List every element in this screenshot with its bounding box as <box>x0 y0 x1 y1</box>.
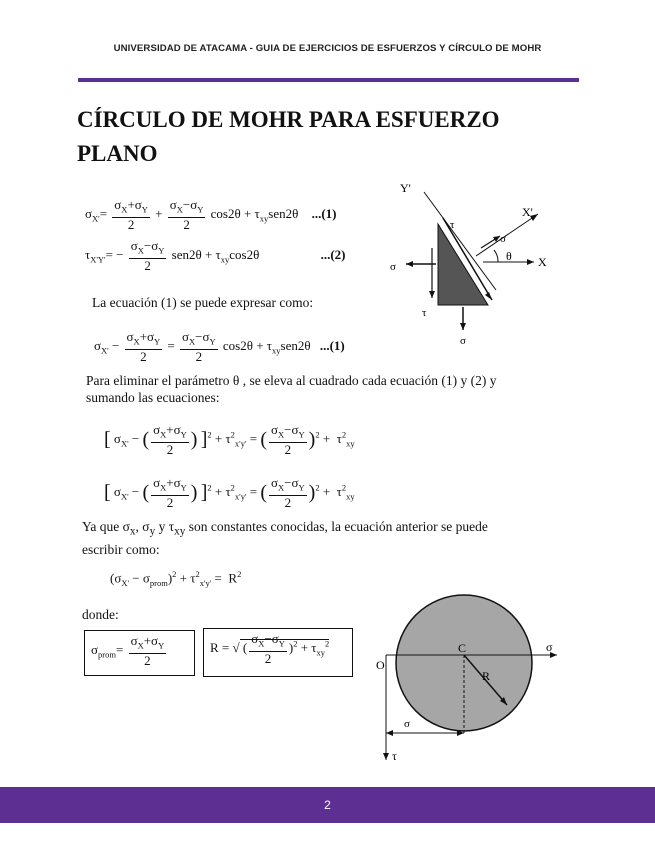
label-center: C <box>458 641 467 655</box>
equation-circle: $(\sigma_{X'} - \sigma_{prom})^2 + \tau^2_{x'y'} = R^2$ <box>110 569 242 588</box>
equation-squared-1: [ $\sigma_{X'}$ − ( $\frac{\sigma_X+\sigma_Y}{2}$ ) ]$^2 + \tau^2_{x'y'}$ = ( $\frac{\sigma_X-\sigma_Y}{2}$ )$^2 + \tau^2_{xy}$ <box>104 422 355 457</box>
equation-1-rewritten: $\sigma_{X'}$ − $\frac{\sigma_X+\sigma_Y}{2}$ = $\frac{\sigma_X-\sigma_Y}{2}$ $\cos 2\theta + \tau_{xy}sen2\theta$ ...(1) <box>94 329 345 364</box>
label-tau-xpyp: τ <box>450 219 455 231</box>
label-x: X <box>538 255 547 269</box>
label-radius: R <box>482 669 491 683</box>
page-number: 2 <box>324 798 331 812</box>
label-x-prime: X' <box>522 205 533 219</box>
box-radius: R = √ ( $\frac{\sigma_X-\sigma_Y}{2}$ )$^2 + \tau_{xy}^2$ <box>203 628 353 677</box>
label-sigma-x-prime: σ <box>500 233 506 245</box>
label-sigma-x: σ <box>390 261 396 273</box>
equation-1b-label: ...(1) <box>319 337 345 353</box>
equation-1-label: ...(1) <box>311 205 337 221</box>
paragraph-eliminar: Para eliminar el parámetro θ , se eleva al cuadrado cada ecuación (1) y (2) y sumando las ecuaciones: <box>86 373 497 405</box>
label-origin: O <box>376 658 385 672</box>
label-theta: θ <box>506 249 512 263</box>
header-rule <box>78 78 579 82</box>
stress-element-triangle <box>438 224 488 305</box>
label-sigma-prom: σ <box>404 718 410 730</box>
label-tau-axis: τ <box>392 749 397 763</box>
paragraph-expresar: La ecuación (1) se puede expresar como: <box>92 295 314 310</box>
equation-1: $\sigma_{X'}=$ $\frac{\sigma_X+\sigma_Y}{2}$ + $\frac{\sigma_X-\sigma_Y}{2}$ $\cos 2\theta + \tau_{xy}sen2\theta$ ...(1) <box>85 197 337 232</box>
equation-squared-2: [ $\sigma_{X'}$ − ( $\frac{\sigma_X+\sigma_Y}{2}$ ) ]$^2 + \tau^2_{x'y'}$ = ( $\frac{\sigma_X-\sigma_Y}{2}$ )$^2 + \tau^2_{xy}$ <box>104 475 355 510</box>
label-y-prime: Y' <box>400 181 411 195</box>
paragraph-ya-que: Ya que $\sigma_x$, $\sigma_y$ y $\tau_{xy}$ son constantes conocidas, la ecuación anterior se puede escribir como: <box>82 519 488 557</box>
mohr-circle-diagram <box>372 585 562 775</box>
label-sigma-axis: σ <box>546 640 553 654</box>
label-tau-xy: τ <box>422 307 427 319</box>
equation-2-label: ...(2) <box>320 246 346 262</box>
stress-element-diagram <box>388 178 568 358</box>
page-footer <box>0 787 655 823</box>
page-header: UNIVERSIDAD DE ATACAMA - GUIA DE EJERCICIOS DE ESFUERZOS Y CÍRCULO DE MOHR <box>113 43 542 54</box>
label-donde: donde: <box>82 607 119 622</box>
label-sigma-y: σ <box>460 335 466 347</box>
equation-2: $\tau_{X'Y'}=$ − $\frac{\sigma_X-\sigma_Y}{2}$ $sen2\theta + \tau_{xy}\cos 2\theta$ ...(2) <box>85 238 346 273</box>
page-title: CÍRCULO DE MOHR PARA ESFUERZO PLANO <box>77 107 500 166</box>
box-sigma-prom: $\sigma_{prom}=$ $\frac{\sigma_X+\sigma_Y}{2}$ <box>84 630 195 676</box>
